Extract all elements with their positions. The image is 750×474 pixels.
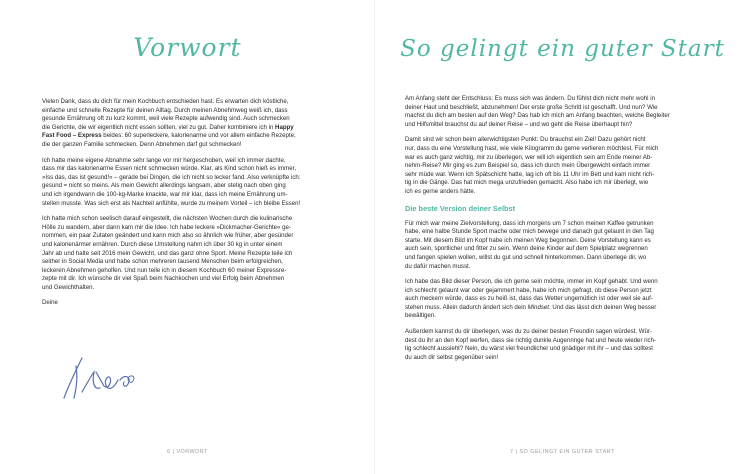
paragraph-2: Ich hatte meine eigene Abnahme sehr lange vor mir hergeschoben, weil ich immer dachte, dass mir das kalorienarme Essen nicht schmecken würde. Klar, als Kind schon hieß es immer, »Iss das, das ist gesund!« – gerade bei Dingen, die ich nicht so lecker fand. Also verknüpfte ich: gesund = nicht so meins. Als mein Gewicht allerdings langsam, aber stetig nach oben ging und ich irgendwann die 100-kg-Marke knackte, war mir klar, dass ich meine Ernährung um- stellen musste. Was sich erst als Nachteil anfühlte, wurde zu meinem Vorteil – ich bleibe Essen!: [42, 156, 301, 207]
paragraph-intro-rest: beides: 60 superleckere, kalorienarme und vor allem einfache Rezepte, die der ganzen Familie schmecken. Denn Abnehmen darf gut schmecken!: [42, 132, 296, 148]
section-subheading: Die beste Version deiner Selbst: [405, 203, 516, 213]
paragraph-r4-rest: . Und das lässt dich deinen Weg besser bewältigen.: [405, 303, 657, 320]
right-page: [375, 0, 750, 474]
paragraph-3: Ich hatte mich schon seelisch darauf eingestellt, die nächsten Wochen durch die kulinarische Hölle zu wandern, aber dann kam mir die Idee. Ich habe leckere »Dickmacher-Gerichte« ge- nommen, ein paar Zutaten geändert und kann mich also so ähnlich wie früher, aber gesünder und kalorienärmer ernähren. Durch diese Umstellung nahm ich über 30 kg in unter einem Jahr ab und halte seit 2016 mein Gewicht, und das ganz ohne Sport. Meine Rezepte teile ich seither in Social Media und habe schon mehreren tausend Menschen beim erfolgreichen, leckeren Abnehmen geholfen. Und nun teile ich in diesem Kochbuch 60 meiner Expressre- zepte mit dir. Ich wünsche dir viel Spaß beim Nachkochen und viel Erfolg beim Abnehmen und Gewichthalten.: [42, 215, 294, 291]
page-footer-right: 7 | SO GELINGT EIN GUTER START: [510, 449, 615, 455]
paragraph-r5: Außerdem kannst du dir überlegen, was du zu deiner besten Freundin sagen würdest. Wür- dest du ihr an den Kopf werfen, dass sie richtig dunkle Augenringe hat und heute wieder rich- tig schlecht aussieht? Nein, du wärst viel freundlicher und gnädiger mit ihr – und das solltest du auch dir selbst gegenüber sein!: [405, 328, 657, 361]
paragraph-r1: Am Anfang steht der Entschluss: Es muss sich was ändern. Du fühlst dich nicht mehr wohl in deiner Haut und beschließt, abzunehmen! Der erste große Schritt ist geschafft. Und nun? Wie machst du dich am besten auf den Weg? Das hab ich mich am Anfang beachten, welche Begleiter und Hilfsmittel brauchst du auf deiner Reise – und wo geht die Reise überhaupt hin?: [405, 95, 670, 128]
page-title-start: So gelingt ein guter Start: [400, 36, 725, 62]
paragraph-r3: Für mich war meine Zielvorstellung, dass ich morgens um 7 schon meinen Kaffee getrunken habe, eine halbe Stunde Sport mache oder mich bewege und danach gut gelaunt in den Tag starte. Mit diesem Bild im Kopf habe ich meinen Weg begonnen. Deine Vorstellung kann es auch sein, sportlicher und fitter zu sein. Wenn deine Kinder auf dem Spielplatz wegrennen und fangen spielen wollen, willst du gut und schnell hinterkommen. Dann überlege dir, wo du dafür machen musst.: [405, 219, 654, 270]
paragraph-r4: [405, 278, 710, 321]
mindset-italic: Mindset: [527, 303, 549, 311]
book-title-bold: Happy Fast Food – Express: [42, 123, 294, 140]
signature-image: [52, 352, 142, 402]
page-footer-left: 6 | VORWORT: [167, 449, 208, 455]
paragraph-intro-text: Vielen Dank, dass du dich für mein Kochbuch entschieden hast. Es erwarten dich köstliche, einfache und schnelle Rezepte für deinen Alltag. Durch meinen Abnehmweg weiß ich, dass gesunde Ernährung oft zu kurz kommt, weil viele Rezepte aufwendig sind. Auch schmecken die Gerichte, die wir eigentlich nicht essen sollten, viel zu gut. Daher kombiniere ich in: [42, 98, 290, 131]
right-body-text: [405, 95, 710, 369]
paragraph-intro: [42, 98, 342, 150]
closing-greeting: Deine: [42, 299, 58, 307]
left-body-text: [42, 98, 342, 315]
paragraph-r4-text: Ich habe das Bild dieser Person, die ich gerne sein möchte, immer im Kopf gehabt. Und wenn ich schlecht gelaunt war oder gejammert habe, habe ich mich gefragt, ob diese Person jetzt auch meckern würde, dass es zu heiß ist, dass das Wetter ungemütlich ist oder weil sie auf- stehen muss. Allein dadurch ändert sich dein: [405, 278, 658, 311]
page-title-vorwort: Vorwort: [133, 33, 242, 62]
paragraph-r2: Damit sind wir schon beim allerwichtigsten Punkt: Du brauchst ein Ziel! Dazu gehört nicht nur, dass du eine Vorstellung hast, wie viele Kilogramm du gerne verlieren möchtest. Für mich war es auch ganz wichtig, mir zu überlegen, wer will ich eigentlich sein am Ende meiner Ab- nehm-Reise? Mir ging es zum Beispiel so, dass ich durch mein Übergewicht einfach immer sehr müde war. Wenn ich Spätschicht hatte, lag ich oft bis 11 Uhr im Bett und kam nicht rich- tig in die Gänge. Das hat mich mega unzufrieden gemacht. Also habe ich mir überlegt, wie ich es gerne anders hätte.: [405, 136, 659, 195]
